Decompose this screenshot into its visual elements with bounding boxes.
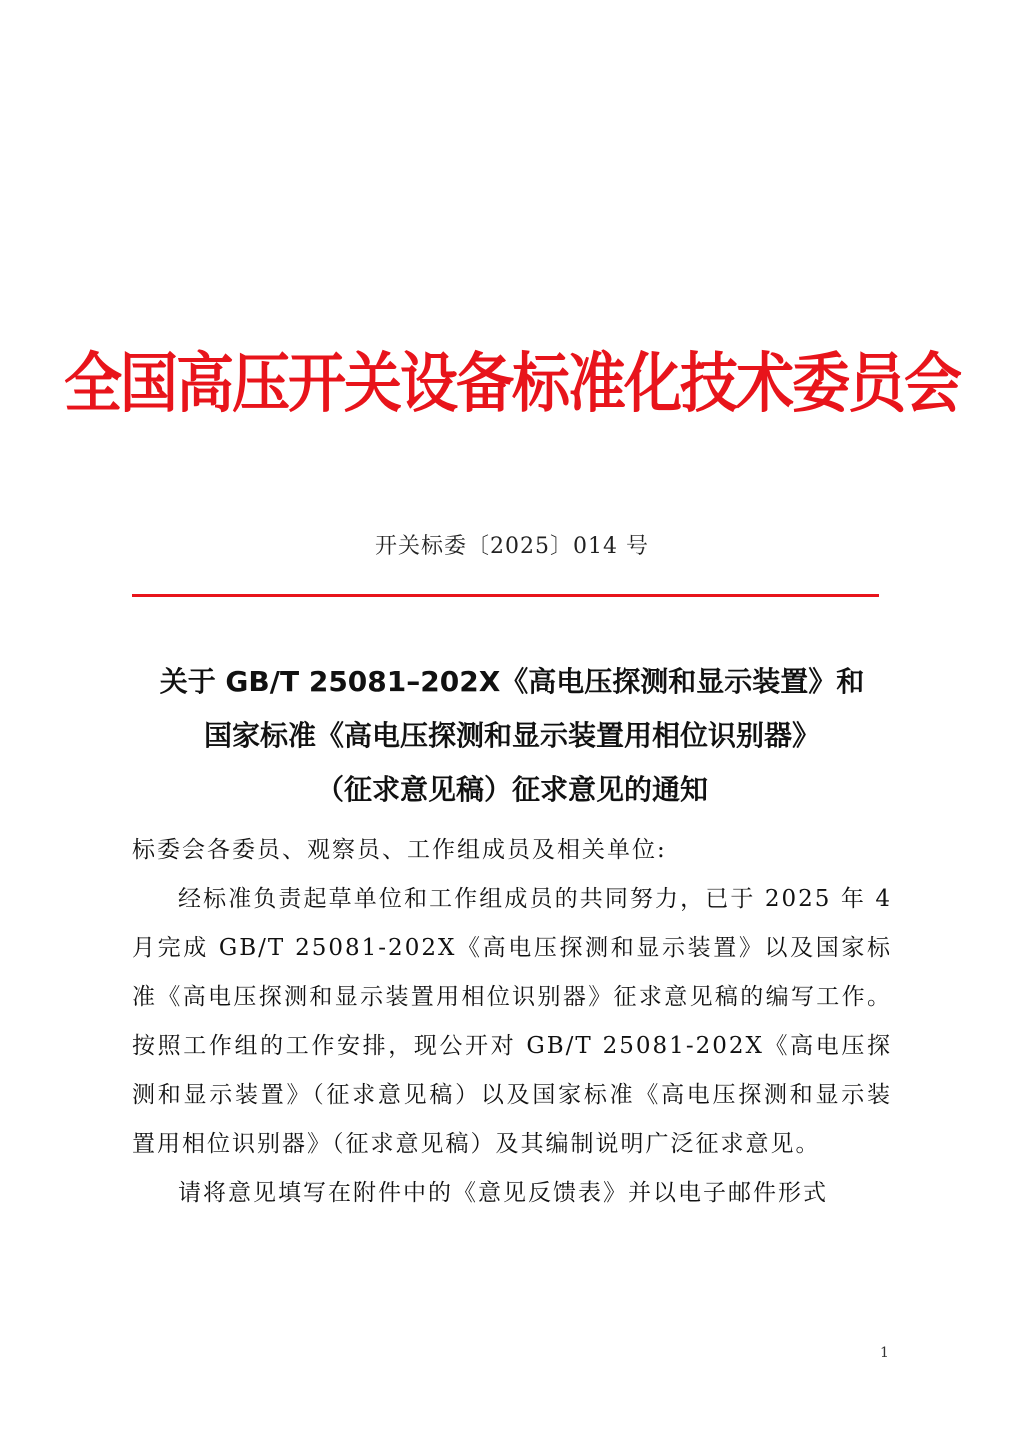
notice-title-line-3: （征求意见稿）征求意见的通知 [315, 773, 708, 806]
notice-title-line-1: 关于 GB/T 25081–202X《高电压探测和显示装置》和 [159, 665, 865, 698]
body-paragraph-1: 经标准负责起草单位和工作组成员的共同努力，已于 2025 年 4 月完成 GB/T 25081-202X《高电压探测和显示装置》以及国家标准《高电压探测和显示装置用相位识别器》征求意见稿的编写工作。按照工作组的工作安排，现公开对 GB/T 25081-202X《高电压探测和显示装置》（征求意见稿）以及国家标准《高电压探测和显示装置用相位识别器》（征求意见稿）及其编制说明广泛征求意见。 [132, 886, 892, 1157]
body-paragraph-2: 请将意见填写在附件中的《意见反馈表》并以电子邮件形式 [178, 1180, 828, 1206]
salutation: 标委会各委员、观察员、工作组成员及相关单位: [132, 837, 667, 863]
notice-title-line-2: 国家标准《高电压探测和显示装置用相位识别器》 [203, 719, 820, 752]
notice-title [100, 655, 924, 817]
document-number: 开关标委〔2025〕014 号 [375, 534, 649, 559]
red-divider-line [132, 594, 879, 597]
issuing-organization-header: 全国高压开关设备标准化技术委员会 [63, 344, 960, 422]
page-number: 1 [880, 1345, 889, 1361]
notice-body [132, 826, 892, 1218]
